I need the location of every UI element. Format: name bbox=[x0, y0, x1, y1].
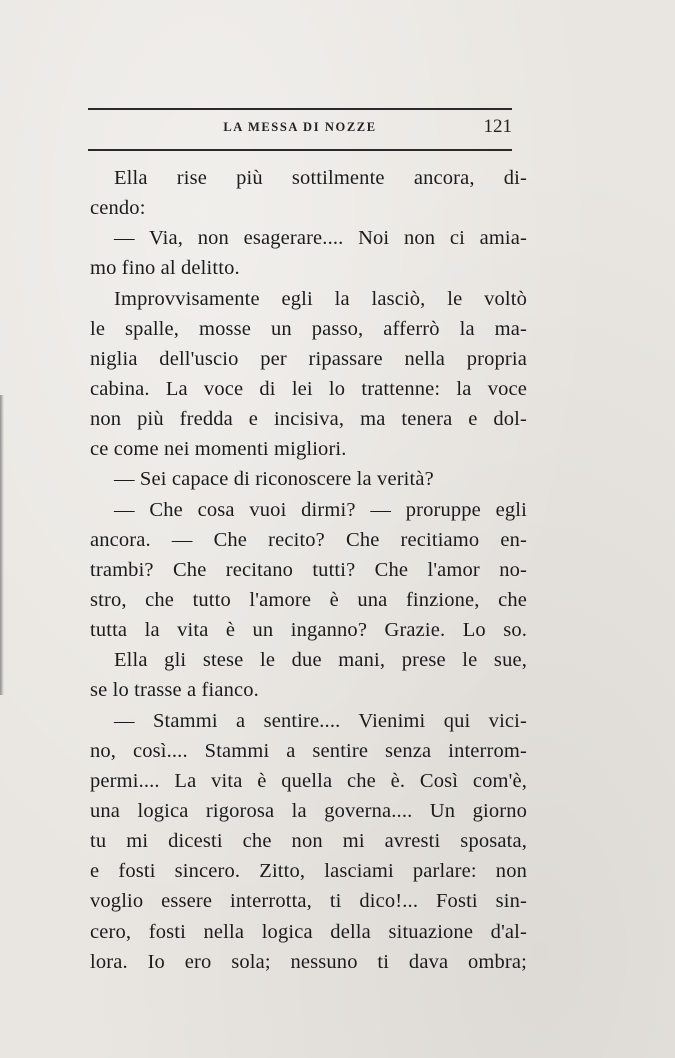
page-edge-shadow bbox=[0, 395, 4, 695]
header-rule-top bbox=[88, 108, 512, 110]
text-line: voglio essere interrotta, ti dico!... Fosti sin- bbox=[90, 890, 527, 913]
text-line: no, così.... Stammi a sentire senza interrom- bbox=[90, 739, 527, 762]
text-line: cendo: bbox=[90, 197, 146, 220]
text-line: — Via, non esagerare.... Noi non ci amia- bbox=[114, 227, 527, 250]
text-line: non più fredda e incisiva, ma tenera e dol- bbox=[90, 408, 527, 431]
text-line: — Sei capace di riconoscere la verità? bbox=[114, 468, 434, 491]
running-title: LA MESSA DI NOZZE bbox=[223, 120, 377, 134]
text-line: Ella rise più sottilmente ancora, di- bbox=[114, 167, 527, 189]
text-line: — Che cosa vuoi dirmi? — proruppe egli bbox=[114, 498, 527, 521]
text-line: e fosti sincero. Zitto, lasciami parlare: non bbox=[90, 860, 527, 883]
text-line: cabina. La voce di lei lo trattenne: la voce bbox=[90, 377, 527, 400]
text-line: ancora. — Che recito? Che recitiamo en- bbox=[90, 528, 527, 551]
text-line: trambi? Che recitano tutti? Che l'amor no- bbox=[90, 558, 527, 581]
text-line: tu mi dicesti che non mi avresti sposata, bbox=[90, 830, 527, 853]
text-line: — Stammi a sentire.... Vienimi qui vici- bbox=[114, 709, 527, 732]
text-line: stro, che tutto l'amore è una finzione, che bbox=[90, 588, 527, 611]
text-line: se lo trasse a fianco. bbox=[90, 679, 259, 702]
text-line: una logica rigorosa la governa.... Un giorno bbox=[90, 799, 527, 822]
text-line: Ella gli stese le due mani, prese le sue, bbox=[114, 649, 527, 672]
text-line: ce come nei momenti migliori. bbox=[90, 438, 347, 461]
text-line: lora. Io ero sola; nessuno ti dava ombra; bbox=[90, 950, 527, 973]
text-line: Improvvisamente egli la lasciò, le voltò bbox=[114, 287, 527, 310]
body-text bbox=[90, 163, 527, 977]
text-line: le spalle, mosse un passo, afferrò la ma- bbox=[90, 317, 527, 340]
page-number: 121 bbox=[483, 116, 512, 137]
text-line: niglia dell'uscio per ripassare nella propria bbox=[90, 347, 527, 370]
text-line: cero, fosti nella logica della situazione d'al- bbox=[90, 920, 527, 943]
text-line: tutta la vita è un inganno? Grazie. Lo so. bbox=[90, 619, 527, 642]
header-rule-bottom bbox=[88, 149, 512, 151]
text-line: mo fino al delitto. bbox=[90, 257, 240, 280]
text-line: permi.... La vita è quella che è. Così com'è, bbox=[90, 769, 527, 792]
